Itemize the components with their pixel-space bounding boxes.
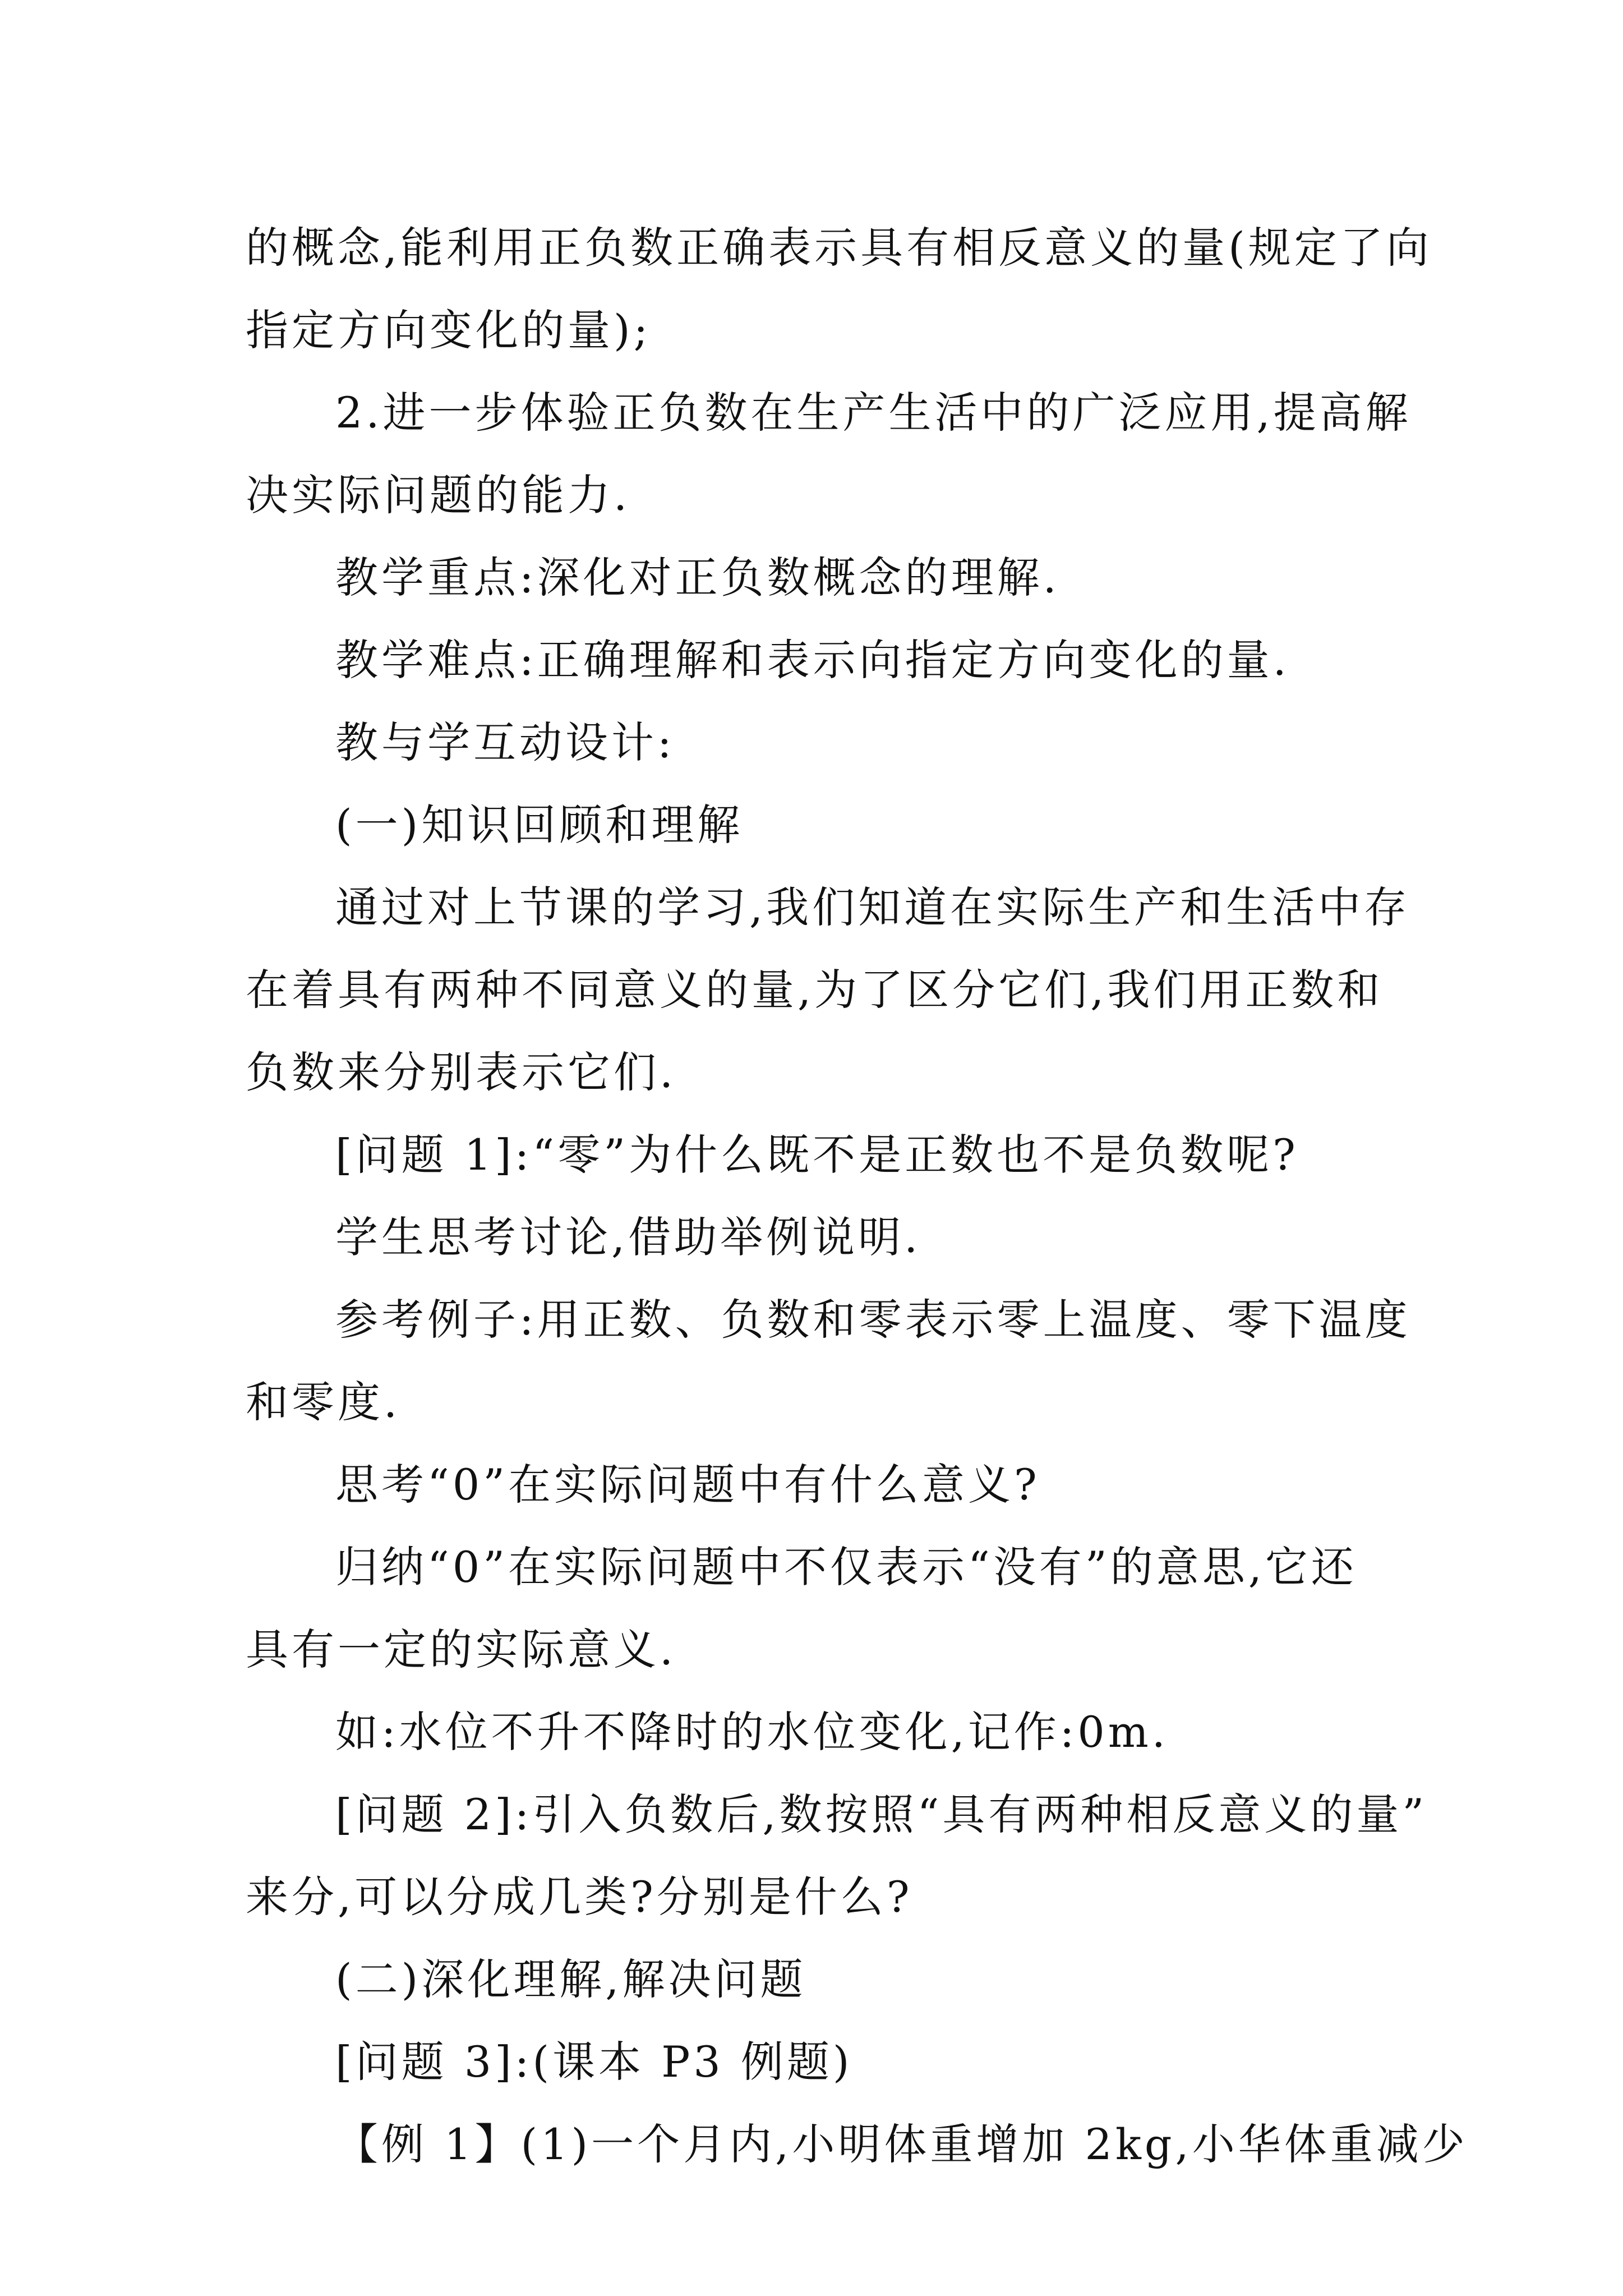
example-line: 【例 1】(1)一个月内,小明体重增加 2kg,小华体重减少 <box>335 2119 1468 2169</box>
text-line: 指定方向变化的量); <box>246 305 652 355</box>
text-line: 参考例子:用正数、负数和零表示零上温度、零下温度 <box>335 1295 1411 1345</box>
document-body <box>246 206 1468 2185</box>
text-line: 归纳“0”在实际问题中不仅表示“没有”的意思,它还 <box>335 1542 1357 1592</box>
text-line: 2.进一步体验正负数在生产生活中的广泛应用,提高解 <box>335 388 1412 438</box>
question-line: [问题 3]:(课本 P3 例题) <box>335 2037 853 2087</box>
text-line: 决实际问题的能力. <box>246 470 631 520</box>
text-line: 在着具有两种不同意义的量,为了区分它们,我们用正数和 <box>246 965 1384 1015</box>
teaching-difficulty: 教学难点:正确理解和表示向指定方向变化的量. <box>335 635 1290 685</box>
section-heading: 教与学互动设计: <box>335 717 675 767</box>
text-line: 通过对上节课的学习,我们知道在实际生产和生活中存 <box>335 882 1410 932</box>
question-line: [问题 1]:“零”为什么既不是正数也不是负数呢? <box>335 1130 1299 1180</box>
text-line: 思考“0”在实际问题中有什么意义? <box>335 1460 1040 1510</box>
text-line: 负数来分别表示它们. <box>246 1047 677 1097</box>
text-line: 的概念,能利用正负数正确表示具有相反意义的量(规定了向 <box>246 223 1432 273</box>
text-line: 学生思考讨论,借助举例说明. <box>335 1212 921 1262</box>
section-heading: (二)深化理解,解决问题 <box>335 1954 806 2004</box>
text-line: 来分,可以分成几类?分别是什么? <box>246 1872 913 1922</box>
text-line: 具有一定的实际意义. <box>246 1625 677 1674</box>
text-line: 如:水位不升不降时的水位变化,记作:0m. <box>335 1707 1169 1757</box>
teaching-focus: 教学重点:深化对正负数概念的理解. <box>335 553 1060 602</box>
text-line: 和零度. <box>246 1377 401 1427</box>
section-heading: (一)知识回顾和理解 <box>335 800 744 850</box>
question-line: [问题 2]:引入负数后,数按照“具有两种相反意义的量” <box>335 1789 1428 1839</box>
